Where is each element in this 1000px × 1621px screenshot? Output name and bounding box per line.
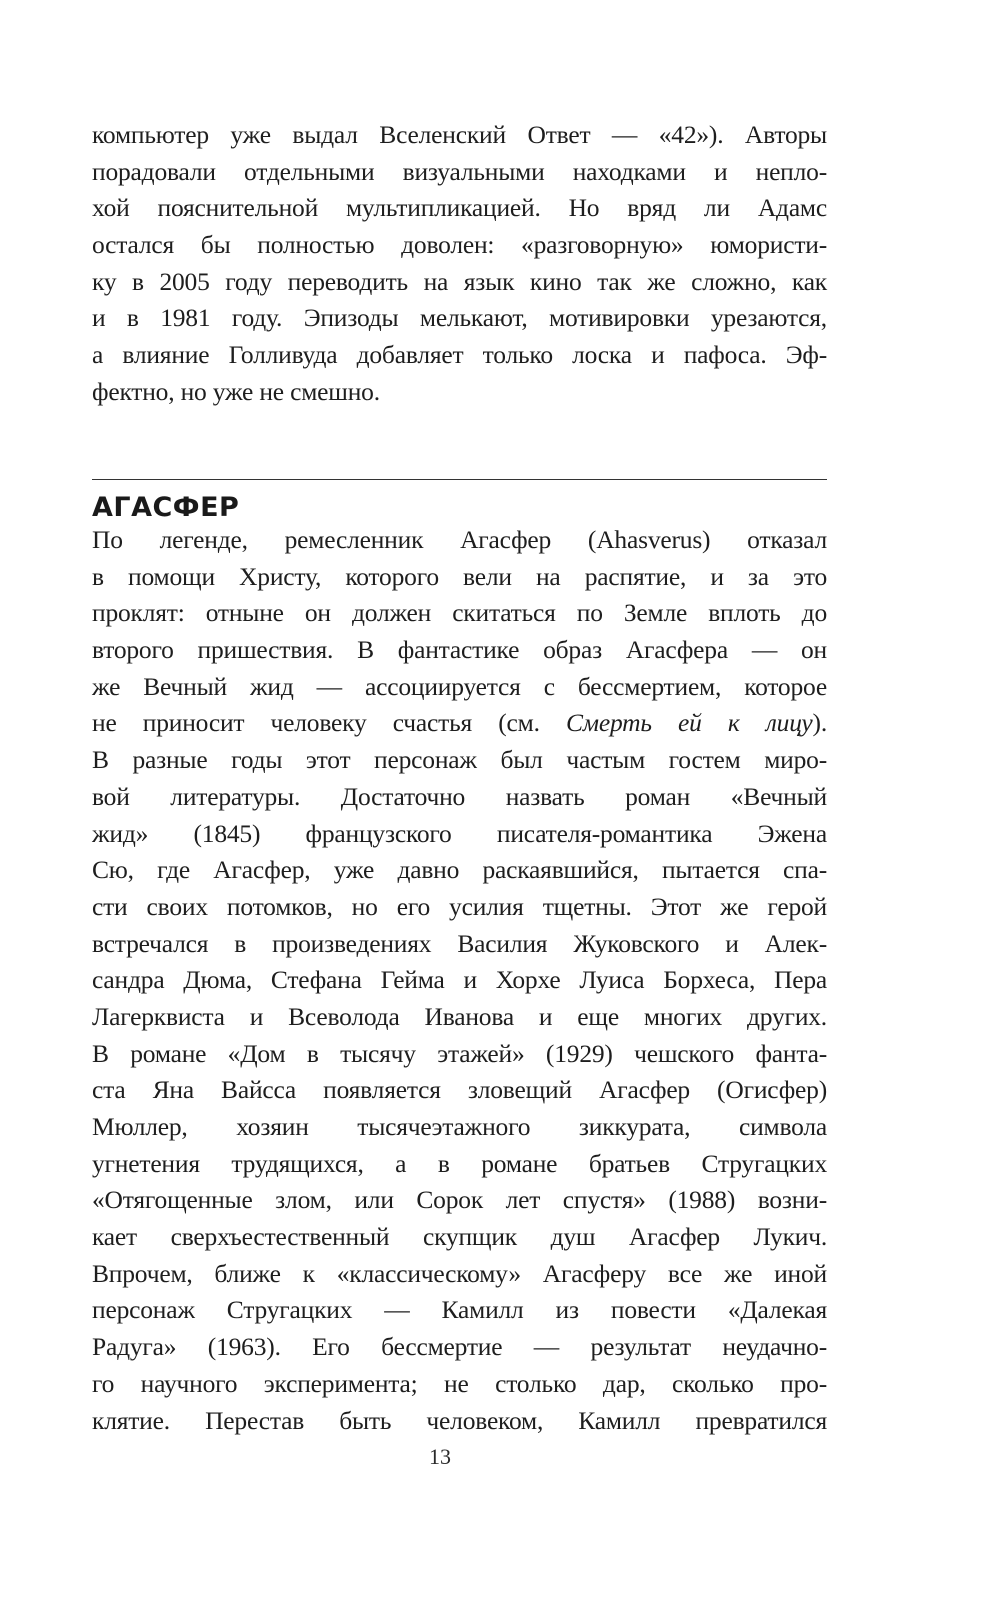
section-divider	[92, 479, 827, 480]
text-line: и в 1981 году. Эпизоды мелькают, мотивировки урезаются,	[92, 303, 827, 333]
text-line: В романе «Дом в тысячу этажей» (1929) чешского фанта-	[92, 1038, 827, 1068]
text-line: Радуга» (1963). Его бессмертие — результат неудачно-	[92, 1332, 827, 1362]
text-line	[92, 705, 827, 742]
text-line: компьютер уже выдал Вселенский Ответ — «42»). Авторы	[92, 120, 827, 149]
text-line: же Вечный жид — ассоциируется с бессмертием, которое	[92, 671, 827, 701]
text-line: В разные годы этот персонаж был частым гостем миро-	[92, 745, 827, 775]
page-number: 13	[429, 1444, 451, 1469]
text-segment: ).	[812, 708, 827, 738]
text-line: вой литературы. Достаточно назвать роман «Вечный	[92, 781, 827, 811]
text-line: жид» (1845) французского писателя-романтика Эжена	[92, 818, 827, 848]
text-line: сандра Дюма, Стефана Гейма и Хорхе Луиса Борхеса, Пера	[92, 965, 827, 995]
text-line: ку в 2005 году переводить на язык кино так же сложно, как	[92, 266, 827, 296]
text-line: персонаж Стругацких — Камилл из повести «Далекая	[92, 1295, 827, 1325]
text-line: По легенде, ремесленник Агасфер (Ahasverus) отказал	[92, 525, 827, 554]
text-line: встречался в произведениях Василия Жуковского и Алек-	[92, 928, 827, 958]
text-line: Мюллер, хозяин тысячеэтажного зиккурата, символа	[92, 1112, 827, 1141]
text-line: а влияние Голливуда добавляет только лоска и пафоса. Эф-	[92, 340, 827, 370]
text-line: Сю, где Агасфер, уже давно раскаявшийся, пытается спа-	[92, 855, 827, 885]
text-line: проклят: отныне он должен скитаться по Земле вплоть до	[92, 598, 827, 628]
previous-entry-paragraph	[92, 117, 827, 411]
text-line: ста Яна Вайсса появляется зловещий Агасфер (Огисфер)	[92, 1075, 827, 1105]
cross-reference-link[interactable]: Смерть ей к лицу	[565, 708, 813, 738]
text-line: порадовали отдельными визуальными находками и непло-	[92, 156, 827, 186]
text-line: сти своих потомков, но его усилия тщетны. Этот же герой	[92, 891, 827, 921]
text-line: второго пришествия. В фантастике образ Агасфера — он	[92, 635, 827, 665]
text-line: го научного эксперимента; не столько дар, сколько про-	[92, 1368, 827, 1398]
section-heading: АГАСФЕР	[92, 492, 240, 523]
text-line: Впрочем, ближе к «классическому» Агасферу все же иной	[92, 1258, 827, 1288]
text-line: в помощи Христу, которого вели на распятие, и за это	[92, 561, 827, 591]
text-line: угнетения трудящихся, а в романе братьев Стругацких	[92, 1148, 827, 1178]
text-line: фектно, но уже не смешно.	[92, 376, 380, 406]
text-line: клятие. Перестав быть человеком, Камилл превратился	[92, 1405, 827, 1435]
entry-paragraph	[92, 522, 827, 1439]
text-segment: не приносит человеку счастья (см.	[92, 708, 566, 738]
text-line: остался бы полностью доволен: «разговорную» юмористи-	[92, 230, 827, 260]
text-line: «Отягощенные злом, или Сорок лет спустя» (1988) возни-	[92, 1185, 827, 1215]
text-line: хой пояснительной мультипликацией. Но вряд ли Адамс	[92, 193, 827, 223]
text-line: кает сверхъестественный скупщик душ Агасфер Лукич.	[92, 1222, 827, 1252]
text-line: Лагерквиста и Всеволода Иванова и еще многих других.	[92, 1001, 827, 1031]
